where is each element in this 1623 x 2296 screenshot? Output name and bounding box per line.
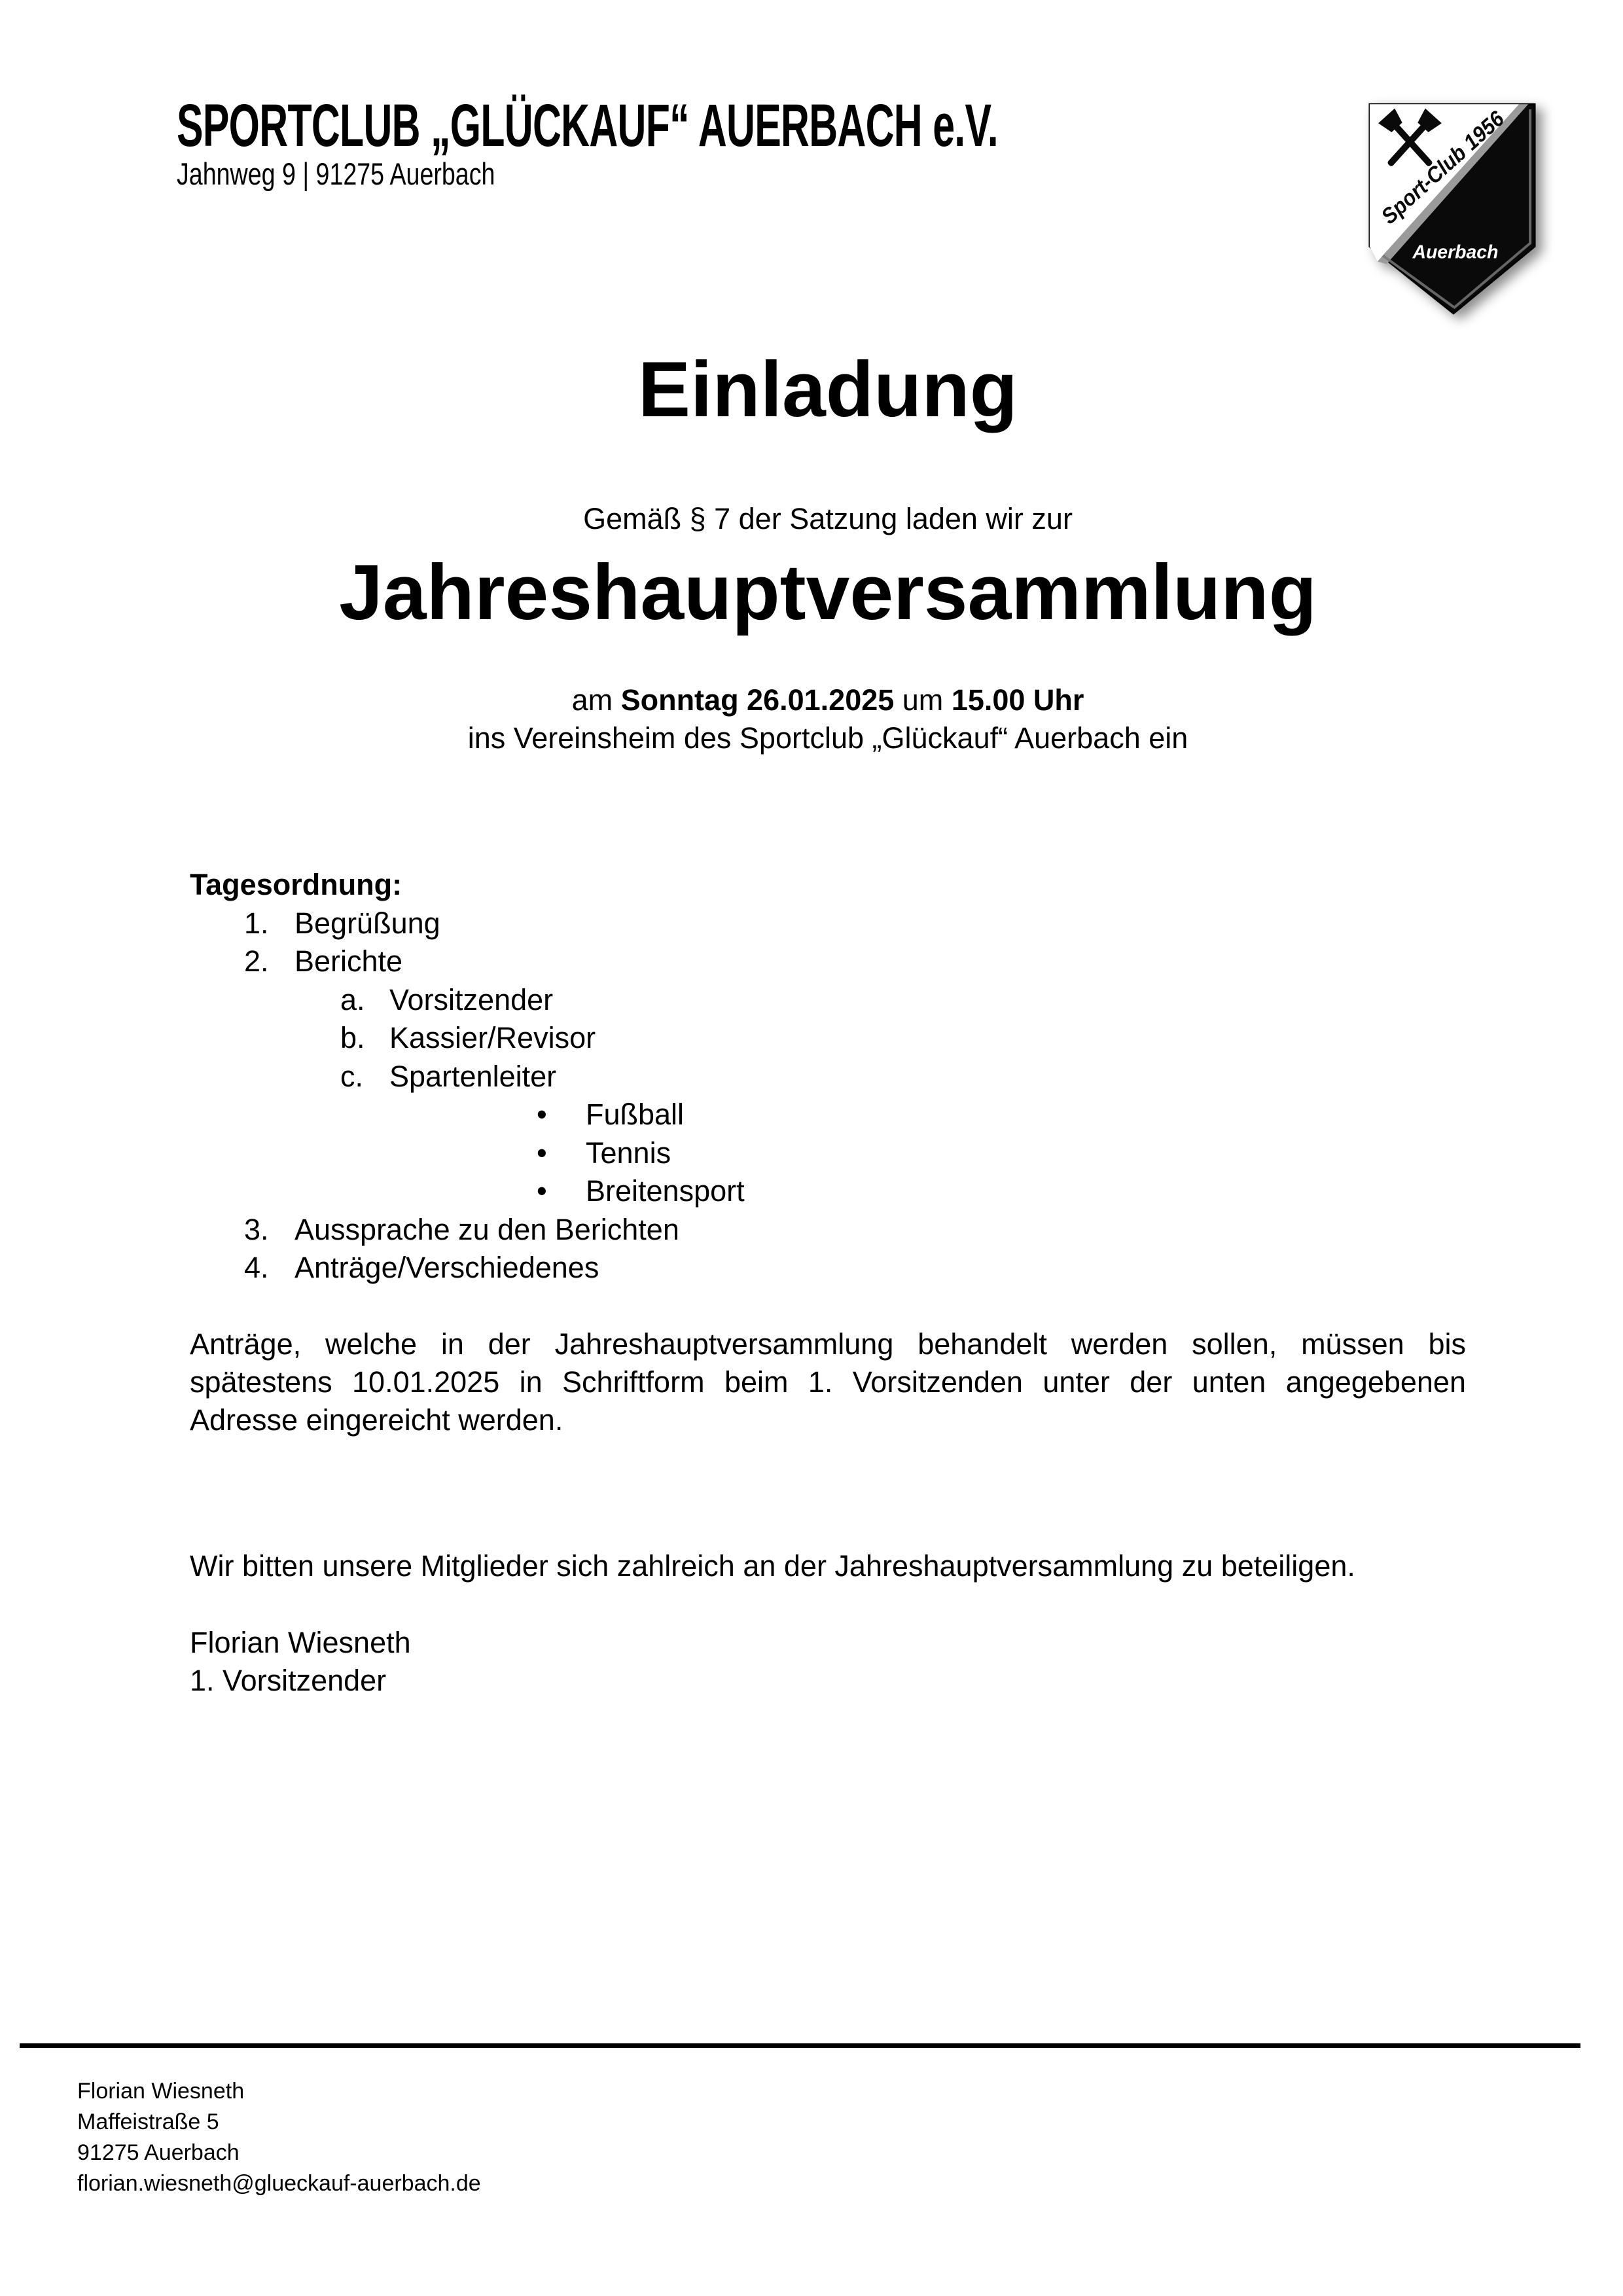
agenda-section: [190, 866, 1466, 1287]
list-marker: 1.: [244, 906, 269, 940]
club-address: Jahnweg 9 | 91275 Auerbach: [177, 156, 495, 191]
venue-line: ins Vereinsheim des Sportclub „Glückauf“ Auerbach ein: [467, 721, 1188, 755]
crest-shield-graphic: [1364, 99, 1540, 321]
agenda-bullet-item: [190, 1096, 1466, 1134]
agenda-item-label: Spartenleiter: [389, 1059, 557, 1093]
agenda-item: [190, 1211, 1466, 1249]
agenda-item-label: Vorsitzender: [389, 982, 554, 1016]
bullet-icon: •: [537, 1136, 547, 1170]
agenda-item: [190, 905, 1466, 943]
list-marker: a.: [340, 982, 365, 1016]
agenda-heading: Tagesordnung:: [190, 868, 402, 901]
agenda-item: [190, 1249, 1466, 1287]
agenda-item: [190, 942, 1466, 981]
date-middle: um: [894, 683, 952, 717]
signature-role: 1. Vorsitzender: [190, 1664, 387, 1697]
crest-bottom-label: Auerbach: [1412, 242, 1499, 263]
agenda-item-label: Fußball: [586, 1098, 685, 1131]
crest-diagonal-label: Sport-Club 1956: [1376, 99, 1520, 230]
agenda-item-label: Kassier/Revisor: [389, 1021, 596, 1054]
bullet-icon: •: [537, 1174, 547, 1208]
meeting-heading: Jahreshauptversammlung: [339, 548, 1317, 636]
time-bold: 15.00 Uhr: [951, 683, 1084, 717]
footer-divider: [20, 2043, 1580, 2048]
agenda-item-label: Berichte: [294, 944, 403, 978]
paragraph-line: spätestens 10.01.2025 in Schriftform beim 1. Vorsitzenden unter der unten angegebenen: [190, 1365, 1466, 1399]
participation-paragraph: Wir bitten unsere Mitglieder sich zahlreich an der Jahreshauptversammlung zu beteiligen.: [190, 1549, 1355, 1583]
agenda-subitem: [190, 981, 1466, 1020]
agenda-item-label: Aussprache zu den Berichten: [294, 1212, 679, 1246]
date-prefix: am: [571, 683, 621, 717]
list-marker: c.: [340, 1059, 364, 1093]
list-marker: 4.: [244, 1251, 269, 1284]
footer-contact-block: [77, 2076, 481, 2199]
bullet-icon: •: [537, 1098, 547, 1131]
agenda-bullet-item: [190, 1172, 1466, 1211]
footer-street: Maffeistraße 5: [77, 2109, 219, 2134]
list-marker: 2.: [244, 944, 269, 978]
paragraph-line: Anträge, welche in der Jahreshauptversammlung behandelt werden sollen, müssen bis: [190, 1327, 1466, 1361]
date-bold: Sonntag 26.01.2025: [620, 683, 895, 717]
signature-block: [190, 1624, 411, 1700]
paragraph-line: Adresse eingereicht werden.: [190, 1403, 563, 1437]
footer-email: florian.wiesneth@glueckauf-auerbach.de: [77, 2171, 481, 2196]
letterhead: [177, 92, 1421, 191]
footer-city: 91275 Auerbach: [77, 2140, 240, 2165]
club-name: SPORTCLUB „GLÜCKAUF“ AUERBACH e.V.: [177, 92, 999, 159]
agenda-item-label: Begrüßung: [294, 906, 440, 940]
agenda-subitem: [190, 1058, 1466, 1096]
agenda-item-label: Tennis: [586, 1136, 671, 1170]
agenda-item-label: Breitensport: [586, 1174, 745, 1208]
date-line: [190, 681, 1466, 719]
signature-name: Florian Wiesneth: [190, 1626, 411, 1659]
footer-name: Florian Wiesneth: [77, 2079, 245, 2104]
agenda-subitem: [190, 1019, 1466, 1058]
club-crest-logo: [1364, 99, 1540, 321]
motions-paragraph: [190, 1325, 1466, 1439]
date-venue-block: [190, 681, 1466, 757]
document-title: Einladung: [638, 346, 1018, 433]
list-marker: 3.: [244, 1212, 269, 1246]
agenda-item-label: Anträge/Verschiedenes: [294, 1251, 599, 1284]
agenda-bullet-item: [190, 1134, 1466, 1173]
list-marker: b.: [340, 1021, 365, 1054]
intro-line: Gemäß § 7 der Satzung laden wir zur: [583, 502, 1073, 535]
